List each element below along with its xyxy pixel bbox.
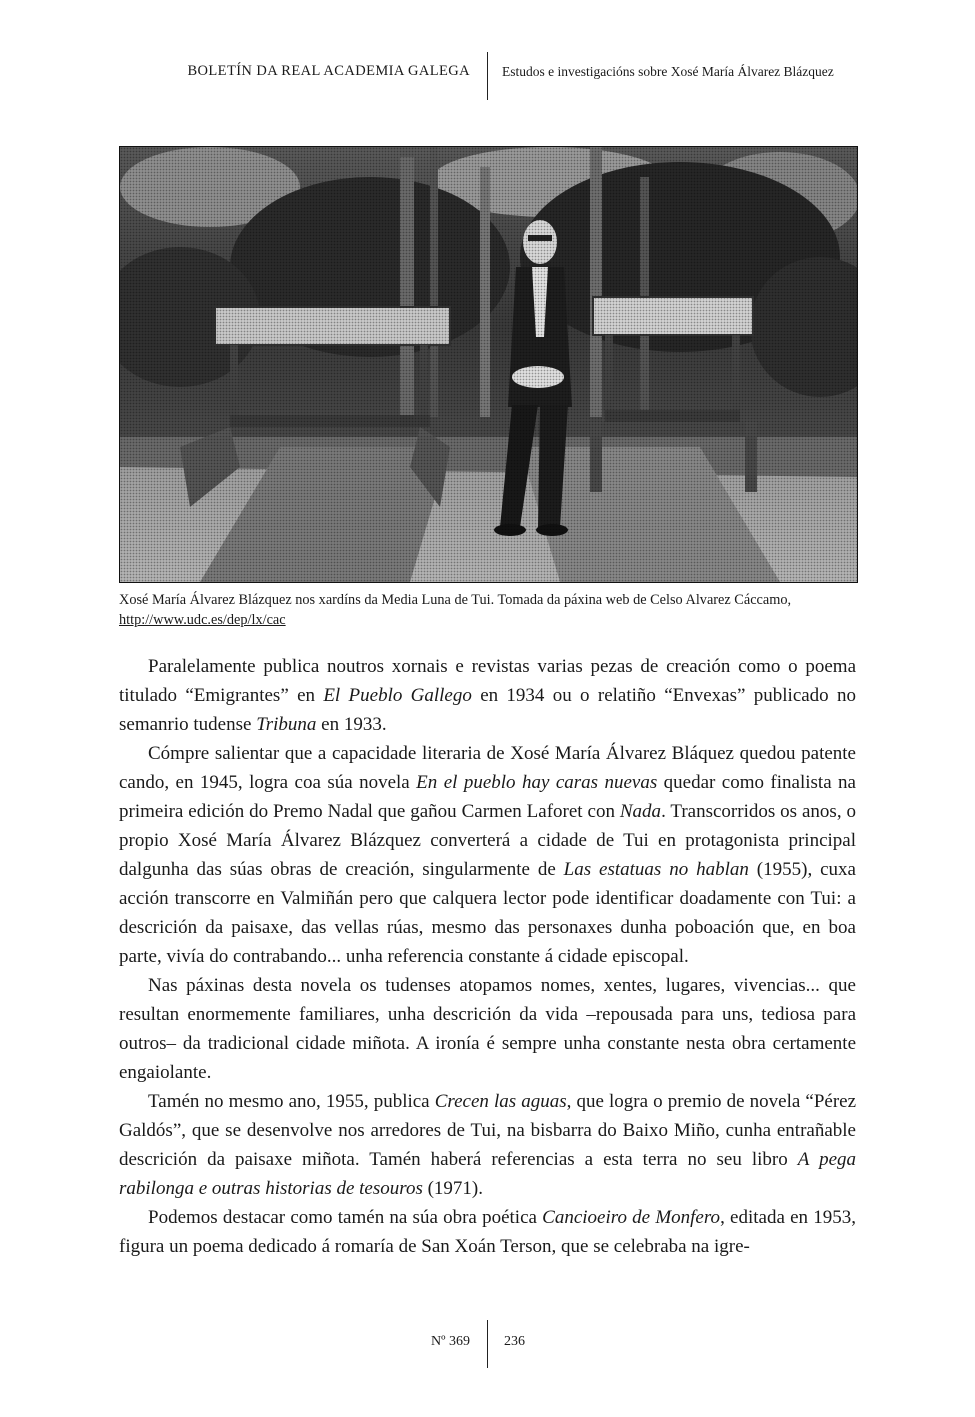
paragraph-2: Cómpre salientar que a capacidade literaria de Xosé María Álvarez Bláquez quedou patente cando, en 1945, logra coa súa novela En el pueblo hay caras nuevas quedar como finalista na primeira edición do Premo Nadal que gañou Carmen Laforet con Nada. Transcorridos os anos, o propio Xosé María Álvarez Blázquez converterá a cidade de Tui en protagonista principal dalgunha das súas obras de creación, singularmente de Las estatuas no hablan (1955), cuxa acción transcorre en Valmiñán pero que calquera lector pode identificar doadamente con Tui: a descrición da paisaxe, das vellas rúas, mesmo das personaxes dunha poboación que, en boa parte, vivía do contrabando... unha referencia constante á cidade episcopal. — [119, 743, 856, 967]
paragraph-1: Paralelamente publica noutros xornais e revistas varias pezas de creación como o poema titulado “Emigrantes” en El Pueblo Gallego en 1934 ou o relatiño “Envexas” publicado no semanrio tudense Tribuna en 1933. — [119, 656, 856, 735]
work-title: A pega rabilonga e outras historias de tesouros — [119, 1149, 856, 1199]
caption-link[interactable]: http://www.udc.es/dep/lx/cac — [119, 612, 286, 628]
page-number: 236 — [504, 1334, 525, 1349]
article-body — [119, 652, 856, 1261]
footer-divider — [487, 1320, 488, 1368]
paragraph-3: Nas páxinas desta novela os tudenses atopamos nomes, xentes, lugares, vivencias... que resultan enormemente familiares, unha descrición da vida –repousada para uns, tediosa para outros– da tradicional cidade miñota. A ironía é sempre unha constante nesta obra certamente engaiolante. — [119, 975, 856, 1083]
header-divider — [487, 52, 488, 100]
work-title: Crecen las aguas — [434, 1091, 567, 1112]
work-title: Nada — [619, 801, 662, 822]
work-title: Tribuna — [256, 714, 317, 735]
work-title: Cancioeiro de Monfero — [542, 1207, 721, 1228]
page-footer — [0, 1320, 975, 1380]
section-title: Estudos e investigacións sobre Xosé María Álvarez Blázquez — [502, 64, 834, 79]
photograph — [119, 146, 858, 583]
photo-illustration — [120, 147, 857, 582]
photo-caption — [119, 590, 859, 630]
caption-text: Xosé María Álvarez Blázquez nos xardíns da Media Luna de Tui. Tomada da páxina web de Celso Alvarez Cáccamo, — [119, 592, 792, 608]
work-title: El Pueblo Gallego — [323, 685, 472, 706]
journal-title: BOLETÍN DA REAL ACADEMIA GALEGA — [187, 63, 470, 79]
paragraph-5: Podemos destacar como tamén na súa obra poética Cancioeiro de Monfero, editada en 1953, figura un poema dedicado á romaría de San Xoán Terson, que se celebraba na igre- — [119, 1207, 857, 1257]
work-title: En el pueblo hay caras nuevas — [416, 772, 658, 793]
work-title: Las estatuas no hablan — [563, 859, 749, 880]
issue-number: Nº 369 — [431, 1334, 470, 1349]
paragraph-4: Tamén no mesmo ano, 1955, publica Crecen las aguas, que logra o premio de novela “Pérez Galdós”, que se desenvolve nos arredores de Tui, na bisbarra do Baixo Miño, cunha entrañable descrición da paisaxe miñota. Tamén haberá referencias a esta terra no seu libro A pega rabilonga e outras historias de tesouros (1971). — [119, 1091, 857, 1199]
page-header — [0, 0, 975, 100]
